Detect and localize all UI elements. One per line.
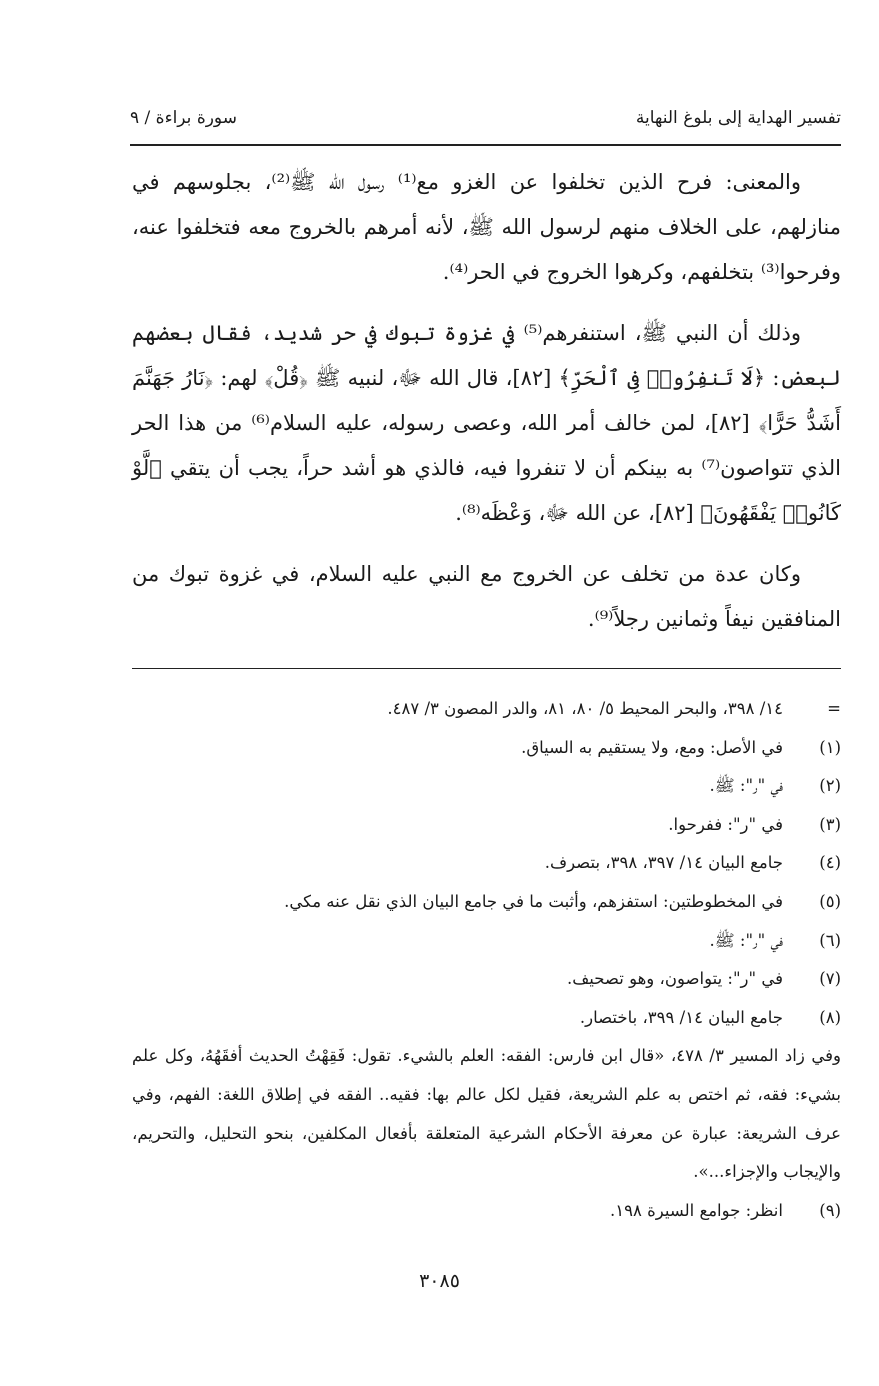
footnote-text: وفي زاد المسير ٣/ ٤٧٨، «قال ابن فارس: الفقه: العلم بالشيء. تقول: فَقِهْتُ الحديث أفقَهُهُ، وكل علم بشيء: فقه، ثم اختص به علم الشريعة، فقيل لكل عالم بها: فقيه.. الفقه في إطلاق اللغة: الفهم، وفي عرف الشريعة: عبارة عن معرفة الأحكام الشرعية المتعلقة بأفعال المكلفين، بنحو التحليل، والتحريم، والإيجاب والإجزاء...».: [132, 1046, 841, 1182]
footnote-text: جامع البيان ١٤/ ٣٩٩، باختصار.: [579, 1007, 783, 1027]
footnote: [132, 806, 841, 845]
surah-label: سورة براءة / ٩: [130, 108, 237, 128]
footnote-text: في "ر": ففرحوا.: [668, 814, 783, 834]
footnote-number: (٣): [819, 814, 841, 834]
footnote: [132, 729, 841, 768]
footnote-number: (٦): [819, 930, 841, 950]
footnote-number: =: [827, 699, 841, 718]
footnote-continuation: [132, 1037, 841, 1191]
footnote-number: (٨): [819, 1007, 841, 1027]
footnote-text: ١٤/ ٣٩٨، والبحر المحيط ٥/ ٨٠، ٨١، والدر المصون ٣/ ٤٨٧.: [387, 699, 783, 718]
footnote-text: انظر: جوامع السيرة ١٩٨.: [610, 1200, 783, 1220]
footnote: [132, 883, 841, 922]
footnote: [132, 922, 841, 961]
footnote-number: (٤): [819, 853, 841, 873]
header-rule: [130, 144, 841, 146]
footnote-text: في المخطوطتين: استفزهم، وأثبت ما في جامع البيان الذي نقل عنه مكي.: [284, 891, 783, 911]
book-title: تفسير الهداية إلى بلوغ النهاية: [635, 108, 841, 128]
footnote-number: (٩): [819, 1200, 841, 1220]
footnote: [132, 844, 841, 883]
footnote-rule: [132, 668, 841, 669]
footnote: [132, 690, 841, 729]
footnote: [132, 999, 841, 1038]
footnote-text: في "ر": يتواصون، وهو تصحيف.: [566, 969, 783, 989]
main-text: [132, 160, 841, 658]
footnote-text: في "ر": ﷺ.: [709, 776, 783, 796]
footnotes: [132, 690, 841, 1230]
footnote-number: (٥): [819, 891, 841, 911]
page-number: ٣٠٨٥: [419, 1270, 460, 1292]
footnote-number: (٧): [819, 969, 841, 989]
paragraph: وكان عدة من تخلف عن الخروج مع النبي عليه السلام، في غزوة تبوك من المنافقين نيفاً وثمانين رجلاً⁽⁹⁾.: [132, 562, 841, 631]
page-header: [130, 108, 841, 140]
footnote-text: جامع البيان ١٤/ ٣٩٧، ٣٩٨، بتصرف.: [544, 853, 783, 873]
paragraph: والمعنى: فرح الذين تخلفوا عن الغزو مع⁽¹⁾ رسول الله ﷺ⁽²⁾، بجلوسهم في منازلهم، على الخلاف منهم لرسول الله ﷺ، لأنه أمرهم بالخروج معه فتخلفوا عنه، وفرحوا⁽³⁾ بتخلفهم، وكرهوا الخروج في الحر⁽⁴⁾.: [132, 170, 841, 284]
footnote-text: في الأصل: ومع، ولا يستقيم به السياق.: [521, 737, 783, 757]
paragraph: وذلك أن النبي ﷺ، استنفرهم⁽⁵⁾ في غزوة تبوك في حر شديد، فقال بعضهم لبعض: ﴿لَا تَنفِرُوا۟ فِى ٱلْحَرِّ﴾ [٨٢]، قال الله ﷻ، لنبيه ﷺ ﴿قُلْ﴾ لهم: ﴿نَارُ جَهَنَّمَ أَشَدُّ حَرًّا﴾ [٨٢]، لمن خالف أمر الله، وعصى رسوله، عليه السلام⁽⁶⁾ من هذا الحر الذي تتواصون⁽⁷⁾ به بينكم أن لا تنفروا فيه، فالذي هو أشد حراً، يجب أن يتقي ﴿لَّوْ كَانُوا۟ يَفْقَهُونَ﴾ [٨٢]، عن الله ﷻ، وَعْظَه⁽⁸⁾.: [132, 321, 841, 525]
footnote: [132, 960, 841, 999]
footnote-number: (١): [819, 737, 841, 757]
footnote-number: (٢): [819, 776, 841, 796]
footnote: [132, 1192, 841, 1231]
footnote-text: في "ر": ﷺ.: [709, 930, 783, 950]
footnote: [132, 767, 841, 806]
